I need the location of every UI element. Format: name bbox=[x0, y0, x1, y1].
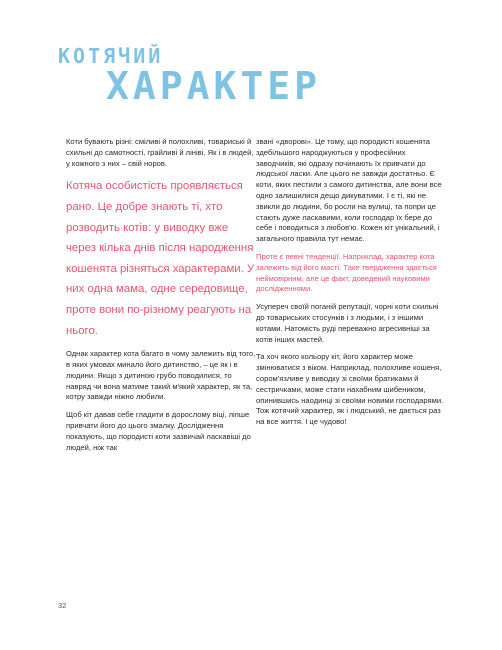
body-paragraph: Щоб кіт давав себе гладити в дорослому віці, ліпше привчати його до цього змалку. Дослідження показують, що породисті коти зазвичай ласкавіші до людей, ніж так bbox=[66, 410, 251, 452]
left-column bbox=[66, 137, 256, 460]
body-paragraph: Усупереч своїй поганій репутації, чорні коти схильні до товариських стосунків і з людьми, і з іншими котами. Натомість руді переважно агресивніші за котів інших мастей. bbox=[256, 302, 439, 344]
body-paragraph: звані «дворові». Це тому, що породисті кошенята здебільшого народжуються у професійних заводчиків, які одразу починають їх привчати до людської ласки. Але цього не завжди достатньо. Є коти, яких пестили з самого дитинства, але вони все одно залишилися дещо дикуватими. І є ті, які не звикли до людини, бо росли на вулиці, та попри це стають дуже ласкавими, коли господар їх бере до себе і поводиться з любов'ю. Кожен кіт унікальний, і загального правила тут немає. bbox=[256, 137, 442, 244]
title-line-2: ХАРАКТЕР bbox=[106, 64, 322, 108]
pull-quote: Котяча особистість проявляється рано. Це добре знають ті, хто розводить котів: у виводку вже через кілька днів після народження кошенята різняться характерами. У них одна мама, одне середовище, проте вони по-різному реагують на нього. bbox=[66, 180, 255, 337]
right-column bbox=[256, 137, 446, 435]
body-paragraph: Однак характер кота багато в чому залежить від того, в яких умовах минало його дитинство, – це як і в людини. Якщо з дитиною грубо поводилися, то навряд чи вона матиме такий м'який характер, як та, котру завжди ніжно любили. bbox=[66, 349, 256, 402]
highlight-note: Проте є певні тенденції. Наприклад, характер кота залежить від його масті. Таке твердження здається неймовірним, але це факт, доведений науковими дослідженнями. bbox=[256, 251, 437, 294]
intro-paragraph: Коти бувають різні: сміливі й полохливі, товариські й схильні до самотності, грайливі й лініві. Як і в людей, у кожного з них – свій норов. bbox=[66, 137, 254, 168]
title-line-1: КОТЯЧИЙ bbox=[58, 44, 164, 68]
body-paragraph: Та хоч якого кольору кіт, його характер може змінюватися з віком. Наприклад, полохливе кошеня, сором'язливе у виводку зі своїми братиками й сестричками, може стати нахабним шибеником, опинившись наодинці зі своїми новими господарями. Тож котячий характер, як і людський, не дається раз на все життя. І це чудово! bbox=[256, 352, 444, 427]
page-number: 32 bbox=[58, 601, 67, 610]
